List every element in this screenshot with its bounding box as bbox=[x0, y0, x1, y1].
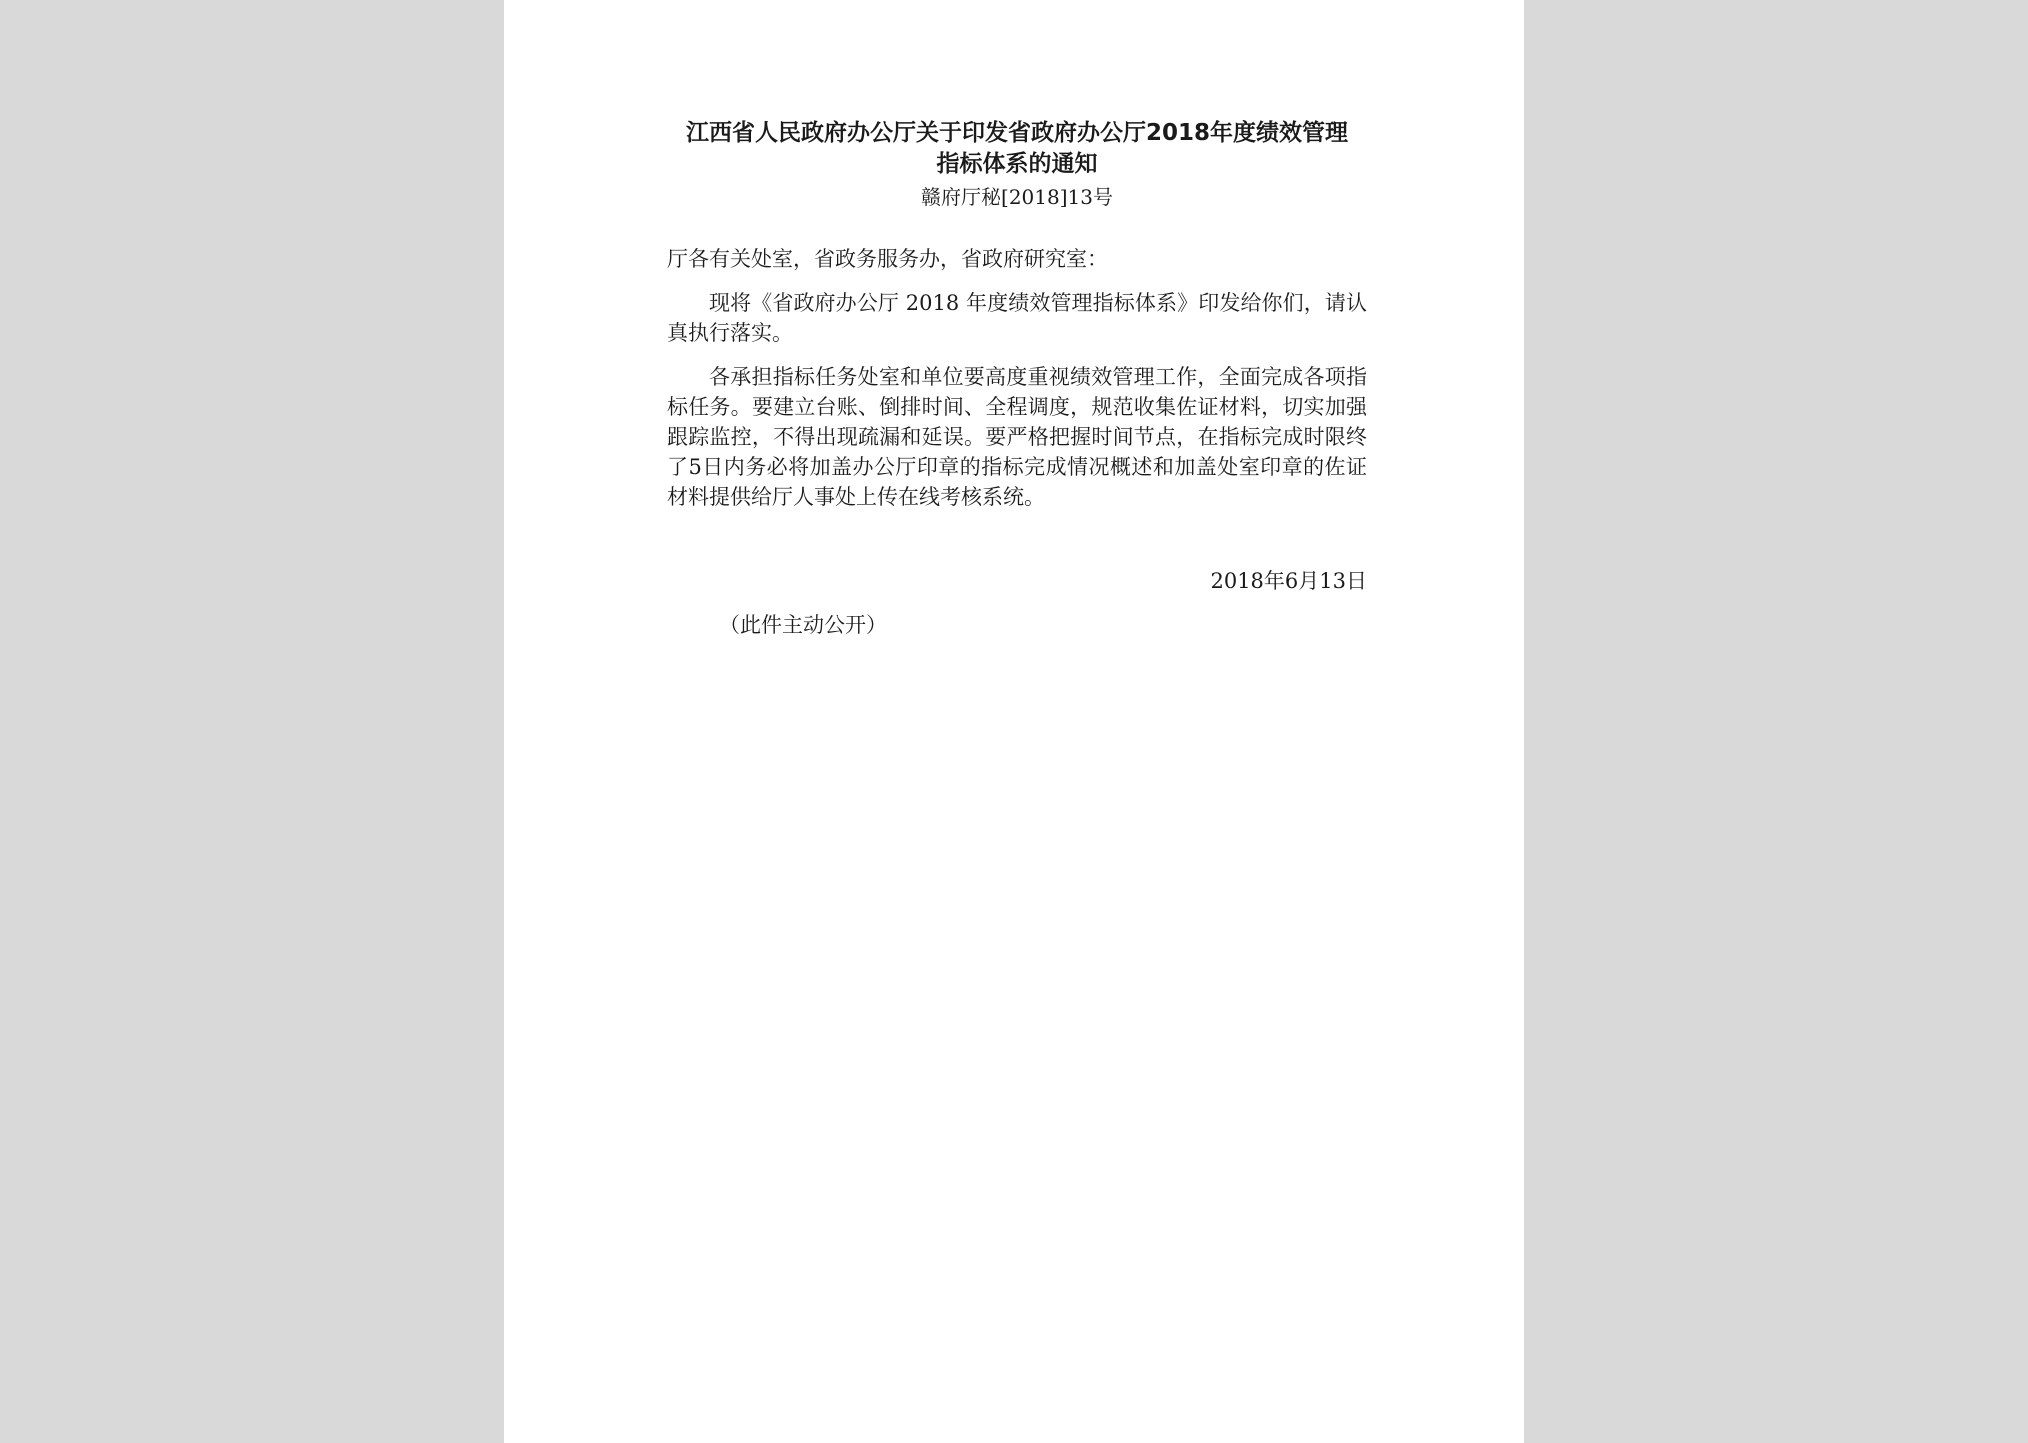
issue-date: 2018年6月13日 bbox=[1210, 569, 1367, 593]
salutation: 厅各有关处室，省政务服务办，省政府研究室： bbox=[667, 247, 1108, 271]
public-disclosure-note: （此件主动公开） bbox=[719, 613, 887, 637]
page-content bbox=[667, 118, 1367, 640]
document-title bbox=[667, 118, 1367, 180]
document-page bbox=[504, 0, 1524, 1443]
document-number: 赣府厅秘[2018]13号 bbox=[921, 185, 1113, 209]
body-paragraph-2: 各承担指标任务处室和单位要高度重视绩效管理工作，全面完成各项指标任务。要建立台账、倒排时间、全程调度，规范收集佐证材料，切实加强跟踪监控，不得出现疏漏和延误。要严格把握时间节点，在指标完成时限终了5日内务必将加盖办公厅印章的指标完成情况概述和加盖处室印章的佐证材料提供给厅人事处上传在线考核系统。 bbox=[667, 365, 1367, 509]
body-paragraph-1: 现将《省政府办公厅 2018 年度绩效管理指标体系》印发给你们，请认真执行落实。 bbox=[667, 291, 1367, 345]
title-line-1: 江西省人民政府办公厅关于印发省政府办公厅2018年度绩效管理 bbox=[685, 120, 1348, 146]
title-line-2: 指标体系的通知 bbox=[936, 151, 1098, 177]
